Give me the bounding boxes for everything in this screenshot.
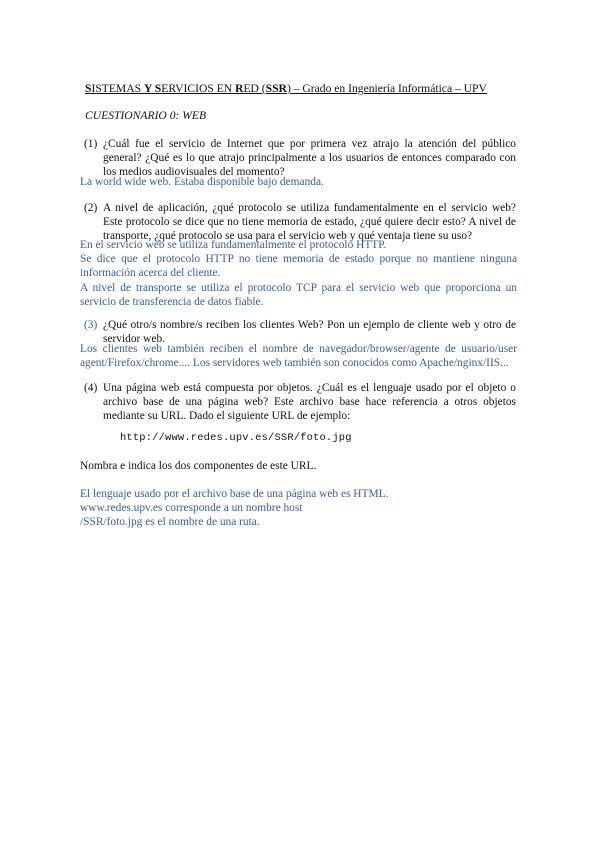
question-text: Una página web está compuesta por objetos. ¿Cuál es el lenguaje usado por el objeto o archivo base de una página web? Este archivo base hace referencia a otros objetos mediante su URL. Dado el siguiente URL de ejemplo:: [103, 382, 516, 423]
answer-3: [80, 342, 517, 370]
question-number: (3): [84, 319, 98, 331]
example-url: http://www.redes.upv.es/SSR/foto.jpg: [120, 432, 352, 444]
answer-line: A nivel de transporte se utiliza el protocolo TCP para el servicio web que proporciona un servicio de transferencia de datos fiable.: [80, 281, 517, 308]
answer-1: [80, 175, 517, 189]
header-course-name: [85, 82, 291, 95]
answer-line: En el servicio web se utiliza fundamentalmente el protocolo HTTP.: [80, 239, 387, 251]
answer-line: /SSR/foto.jpg es el nombre de una ruta.: [80, 516, 260, 529]
answer-line: El lenguaje usado por el archivo base de una página web es HTML.: [80, 488, 389, 500]
header-text: ISTEMAS: [91, 82, 144, 95]
question-number: (1): [84, 138, 98, 150]
answer-4: [80, 487, 517, 530]
header-initial: SSR: [265, 82, 287, 95]
question-number: (4): [84, 382, 98, 394]
header-initial: R: [235, 82, 244, 95]
question-text: ¿Qué otro/s nombre/s reciben los clientes Web? Pon un ejemplo de cliente web y otro de servidor web.: [103, 319, 516, 346]
answer-line: La world wide web. Estaba disponible bajo demanda.: [80, 176, 324, 188]
question-1: [84, 137, 516, 180]
question-text: A nivel de aplicación, ¿qué protocolo se utiliza fundamentalmente en el servicio web? Este protocolo se dice que no tiene memoria de estado, ¿qué quiere decir esto? A nivel de transporte, ¿qué protocolo se usa para el servicio web y qué ventaja tiene su uso?: [103, 202, 516, 243]
answer-line: Se dice que el protocolo HTTP no tiene memoria de estado porque no mantiene ninguna información acerca del cliente.: [80, 253, 517, 280]
question-text: ¿Cuál fue el servicio de Internet que por primera vez atrajo la atención del público general? ¿Qué es lo que atrajo principalmente a los usuarios de entonces comparado con los medios audiovisuales del momento?: [103, 138, 516, 179]
answer-line: Los clientes web también reciben el nombre de navegador/browser/agente de usuario/user agent/Firefox/chrome.... Los servidores web también son conocidos como Apache/nginx/IIS...: [80, 343, 517, 370]
header-text: ED (: [243, 82, 266, 95]
document-header: [85, 82, 525, 96]
questionnaire-title: CUESTIONARIO 0: WEB: [85, 109, 207, 122]
answer-2: [80, 238, 517, 309]
header-initial: Y S: [143, 82, 162, 95]
header-text: ERVICIOS EN: [161, 82, 236, 95]
answer-line: www.redes.upv.es corresponde a un nombre host: [80, 502, 303, 515]
question-number: (2): [84, 202, 98, 214]
header-initial: S: [85, 82, 92, 95]
question-4: [84, 381, 516, 424]
instruction-text: Nombra e indica los dos componentes de este URL.: [80, 460, 317, 472]
header-text: ): [286, 82, 291, 95]
header-degree: – Grado en Ingeniería Informática – UPV: [290, 82, 487, 95]
